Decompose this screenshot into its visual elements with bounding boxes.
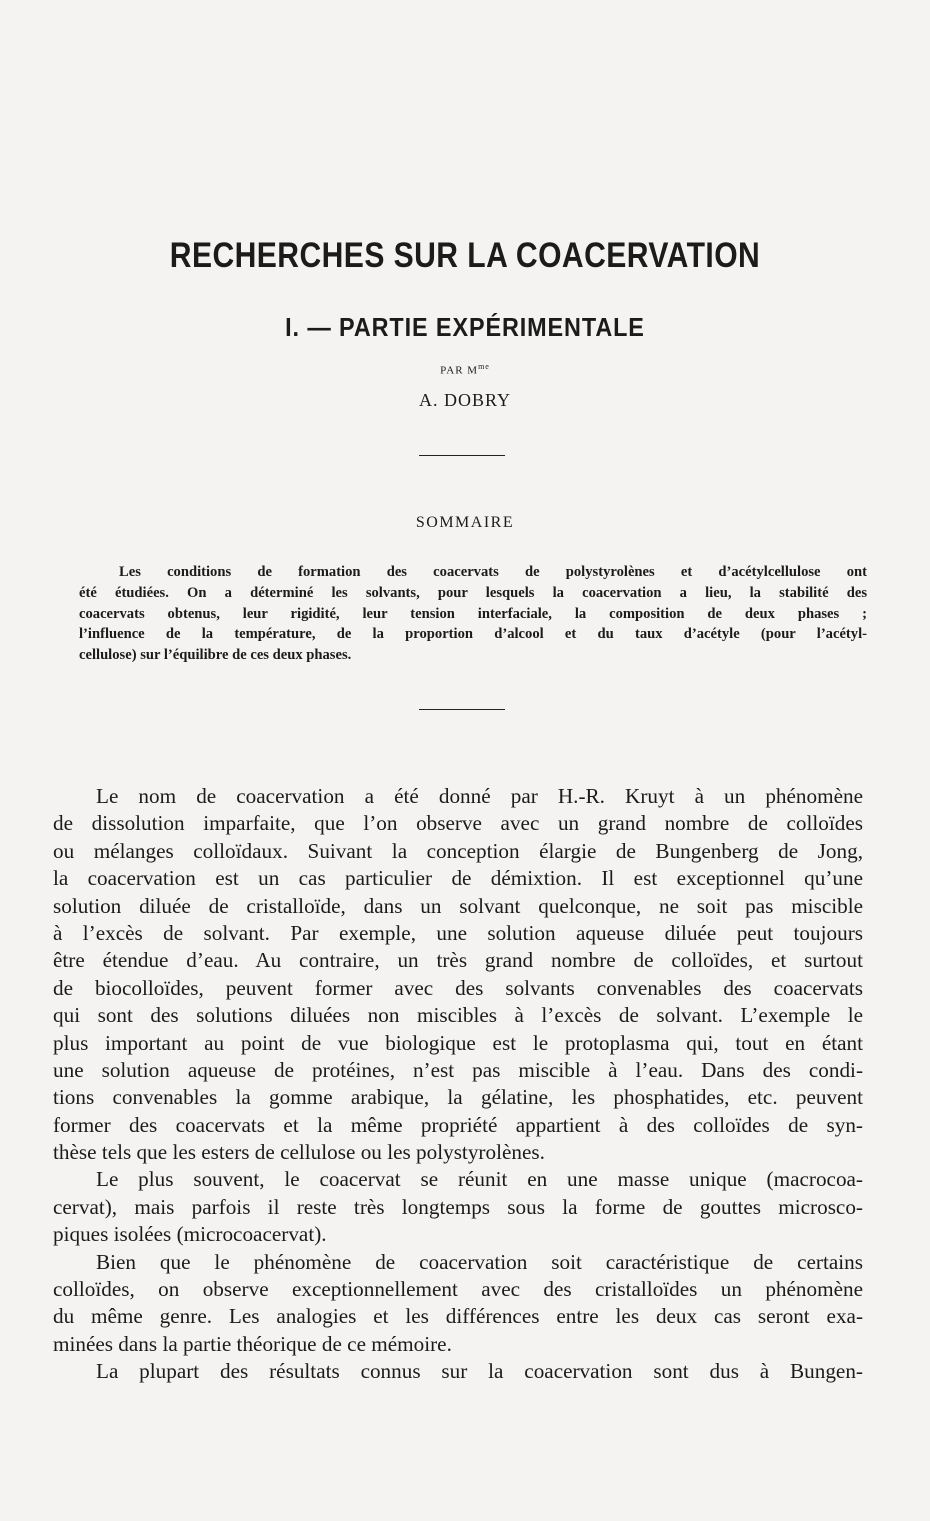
divider-top [419,455,505,456]
body-text [53,783,863,1386]
body-line: à l’excès de solvant. Par exemple, une solution aqueuse diluée peut toujours [53,920,863,945]
divider-bottom [419,709,505,710]
body-line: Le nom de coacervation a été donné par H.-R. Kruyt à un phénomène [96,784,863,808]
body-line: la coacervation est un cas particulier de démixtion. Il est exceptionnel qu’une [53,866,863,891]
article-title: RECHERCHES SUR LA COACERVATION [169,236,761,275]
body-line: colloïdes, on observe exceptionnellement avec des cristalloïdes un phénomène [53,1277,863,1302]
body-line: plus important au point de vue biologique est le protoplasma qui, tout en étant [53,1030,863,1055]
summary-line: coacervats obtenus, leur rigidité, leur tension interfaciale, la composition de deux phases ; [79,605,867,622]
article-subtitle: I. — PARTIE EXPÉRIMENTALE [285,312,645,342]
byline [0,362,930,377]
body-line: tions convenables la gomme arabique, la gélatine, les phosphatides, etc. peuvent [53,1085,863,1110]
body-line: une solution aqueuse de protéines, n’est pas miscible à l’eau. Dans des condi- [53,1057,863,1082]
body-line: La plupart des résultats connus sur la coacervation sont dus à Bungen- [96,1359,863,1384]
body-line: ou mélanges colloïdaux. Suivant la conception élargie de Bungenberg de Jong, [53,838,863,863]
body-line: solution diluée de cristalloïde, dans un solvant quelconque, ne soit pas miscible [53,893,863,918]
summary-line: l’influence de la température, de la proportion d’alcool et du taux d’acétyle (pour l’acétyl- [79,626,867,643]
body-line: piques isolées (microcoacervat). [53,1222,327,1247]
body-line: du même genre. Les analogies et les différences entre les deux cas seront exa- [53,1304,863,1329]
body-line: de biocolloïdes, peuvent former avec des solvants convenables des coacervats [53,975,863,1000]
summary-line: cellulose) sur l’équilibre de ces deux phases. [79,647,352,664]
body-line: qui sont des solutions diluées non miscibles à l’excès de solvant. L’exemple le [53,1003,863,1028]
body-line: être étendue d’eau. Au contraire, un très grand nombre de colloïdes, et surtout [53,948,863,973]
body-line: former des coacervats et la même propriété appartient à des colloïdes de syn- [53,1112,863,1137]
summary-line: Les conditions de formation des coacervats de polystyrolènes et d’acétylcellulose ont [119,564,867,580]
summary-heading: SOMMAIRE [415,514,515,531]
body-line: de dissolution imparfaite, que l’on observe avec un grand nombre de colloïdes [53,811,863,836]
body-line: Le plus souvent, le coacervat se réunit en une masse unique (macrocoa- [96,1167,863,1192]
byline-sup: me [478,362,490,371]
author-name: A. DOBRY [418,390,511,410]
body-line: cervat), mais parfois il reste très longtemps sous la forme de gouttes microsco- [53,1194,863,1219]
body-line: thèse tels que les esters de cellulose ou les polystyrolènes. [53,1140,545,1165]
byline-par: PAR M [440,364,479,377]
body-line: minées dans la partie théorique de ce mémoire. [53,1331,452,1356]
body-line: Bien que le phénomène de coacervation soit caractéristique de certains [96,1249,863,1274]
summary-block [79,562,867,666]
summary-line: été étudiées. On a déterminé les solvants, pour lesquels la coacervation a lieu, la stabilité des [79,584,867,601]
